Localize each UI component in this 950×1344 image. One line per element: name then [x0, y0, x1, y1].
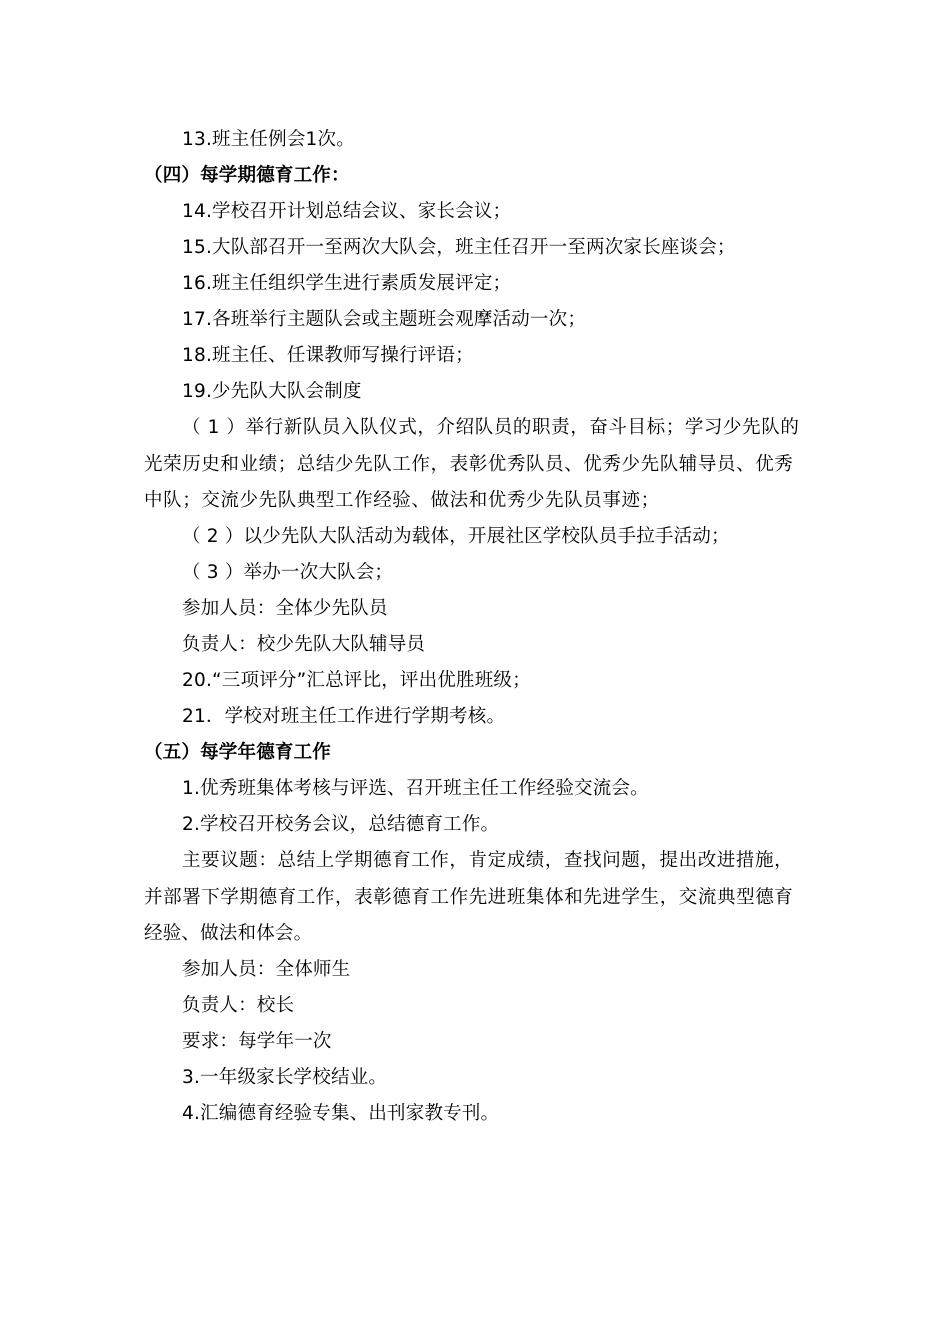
requirement-line: 要求：每学年一次	[182, 1031, 332, 1052]
list-item-16: 16.班主任组织学生进行素质发展评定；	[182, 273, 512, 294]
list-item-14: 14.学校召开计划总结会议、家长会议；	[182, 201, 512, 222]
participants-line: 参加人员：全体少先队员	[182, 598, 388, 619]
sub-item-1-line-3: 中队；交流少先队典型工作经验、做法和优秀少先队员事迹；	[144, 490, 660, 511]
list-item-21: 21．学校对班主任工作进行学期考核。	[182, 706, 506, 727]
list-item-13: 13.班主任例会1次。	[182, 129, 355, 150]
section-heading-5: （五）每学年德育工作	[144, 742, 332, 763]
topics-line-3: 经验、做法和体会。	[144, 923, 313, 944]
topics-line-1: 主要议题：总结上学期德育工作，肯定成绩，查找问题，提出改进措施，	[182, 850, 794, 871]
list-item-19: 19.少先队大队会制度	[182, 381, 362, 402]
year-item-1: 1.优秀班集体考核与评选、召开班主任工作经验交流会。	[182, 778, 649, 799]
section-heading-4: （四）每学期德育工作：	[144, 165, 350, 186]
year-participants-line: 参加人员：全体师生	[182, 959, 351, 980]
year-item-3: 3.一年级家长学校结业。	[182, 1067, 388, 1088]
year-person-in-charge-line: 负责人：校长	[182, 995, 295, 1016]
person-in-charge-line: 负责人：校少先队大队辅导员	[182, 634, 426, 655]
list-item-15: 15.大队部召开一至两次大队会，班主任召开一至两次家长座谈会；	[182, 237, 736, 258]
sub-item-1-line-1: （ 1 ）举行新队员入队仪式，介绍队员的职责，奋斗目标；学习少先队的	[182, 417, 800, 438]
year-item-2: 2.学校召开校务会议，总结德育工作。	[182, 814, 500, 835]
sub-item-1-line-2: 光荣历史和业绩；总结少先队工作，表彰优秀队员、优秀少先队辅导员、优秀	[144, 454, 794, 475]
list-item-20: 20.“三项评分”汇总评比，评出优胜班级；	[182, 670, 531, 691]
list-item-17: 17.各班举行主题队会或主题班会观摩活动一次；	[182, 309, 587, 330]
year-item-4: 4.汇编德育经验专集、出刊家教专刊。	[182, 1103, 500, 1124]
topics-line-2: 并部署下学期德育工作，表彰德育工作先进班集体和先进学生，交流典型德育	[144, 887, 794, 908]
list-item-18: 18.班主任、任课教师写操行评语；	[182, 345, 474, 366]
sub-item-3: （ 3 ）举办一次大队会；	[182, 562, 394, 583]
sub-item-2: （ 2 ）以少先队大队活动为载体，开展社区学校队员手拉手活动；	[182, 526, 730, 547]
